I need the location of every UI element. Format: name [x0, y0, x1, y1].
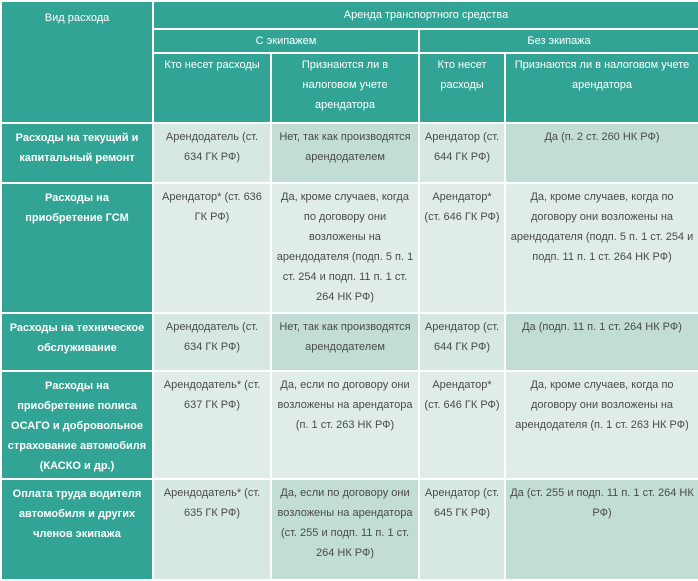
with-crew-recognized-cell: Нет, так как производятся арендодателем	[271, 313, 419, 371]
header-recognized-with-crew: Признаются ли в налоговом учете арендатора	[271, 53, 419, 123]
without-crew-recognized-cell: Да (п. 2 ст. 260 НК РФ)	[505, 123, 698, 183]
table-row	[1, 371, 698, 479]
table-row	[1, 479, 698, 580]
with-crew-who-cell: Арендатор* (ст. 636 ГК РФ)	[153, 183, 271, 313]
expense-type-cell: Расходы на приобретение полиса ОСАГО и добровольное страхование автомобиля (КАСКО и др.)	[1, 371, 153, 479]
header-who-bears-with-crew: Кто несет расходы	[153, 53, 271, 123]
without-crew-who-cell: Арендатор (ст. 645 ГК РФ)	[419, 479, 505, 580]
with-crew-recognized-cell: Да, если по договору они возложены на арендатора (ст. 255 и подп. 11 п. 1 ст. 264 НК РФ)	[271, 479, 419, 580]
without-crew-who-cell: Арендатор (ст. 644 ГК РФ)	[419, 313, 505, 371]
with-crew-recognized-cell: Да, если по договору они возложены на арендатора (п. 1 ст. 263 НК РФ)	[271, 371, 419, 479]
with-crew-who-cell: Арендодатель (ст. 634 ГК РФ)	[153, 313, 271, 371]
table-row	[1, 313, 698, 371]
table-row	[1, 183, 698, 313]
expense-type-cell: Оплата труда водителя автомобиля и других членов экипажа	[1, 479, 153, 580]
expense-type-cell: Расходы на техническое обслуживание	[1, 313, 153, 371]
without-crew-recognized-cell: Да (ст. 255 и подп. 11 п. 1 ст. 264 НК РФ)	[505, 479, 698, 580]
expense-type-cell: Расходы на приобретение ГСМ	[1, 183, 153, 313]
with-crew-who-cell: Арендодатель* (ст. 637 ГК РФ)	[153, 371, 271, 479]
header-recognized-without-crew: Признаются ли в налоговом учете арендатора	[505, 53, 698, 123]
expense-type-cell: Расходы на текущий и капитальный ремонт	[1, 123, 153, 183]
without-crew-who-cell: Арендатор* (ст. 646 ГК РФ)	[419, 183, 505, 313]
table-row	[1, 123, 698, 183]
with-crew-recognized-cell: Нет, так как производятся арендодателем	[271, 123, 419, 183]
without-crew-recognized-cell: Да, кроме случаев, когда по договору они возложены на арендодателя (подп. 5 п. 1 ст. 254 и подп. 11 п. 1 ст. 264 НК РФ)	[505, 183, 698, 313]
without-crew-who-cell: Арендатор* (ст. 646 ГК РФ)	[419, 371, 505, 479]
without-crew-recognized-cell: Да, кроме случаев, когда по договору они возложены на арендодателя (п. 1 ст. 263 НК РФ)	[505, 371, 698, 479]
header-without-crew: Без экипажа	[419, 29, 698, 53]
without-crew-who-cell: Арендатор (ст. 644 ГК РФ)	[419, 123, 505, 183]
header-vehicle-lease: Аренда транспортного средства	[153, 1, 698, 29]
header-expense-type: Вид расхода	[1, 1, 153, 123]
header-who-bears-without-crew: Кто несет расходы	[419, 53, 505, 123]
with-crew-who-cell: Арендодатель* (ст. 635 ГК РФ)	[153, 479, 271, 580]
without-crew-recognized-cell: Да (подп. 11 п. 1 ст. 264 НК РФ)	[505, 313, 698, 371]
header-with-crew: С экипажем	[153, 29, 419, 53]
with-crew-who-cell: Арендодатель (ст. 634 ГК РФ)	[153, 123, 271, 183]
with-crew-recognized-cell: Да, кроме случаев, когда по договору они возложены на арендодателя (подп. 5 п. 1 ст. 254 и подп. 11 п. 1 ст. 264 НК РФ)	[271, 183, 419, 313]
